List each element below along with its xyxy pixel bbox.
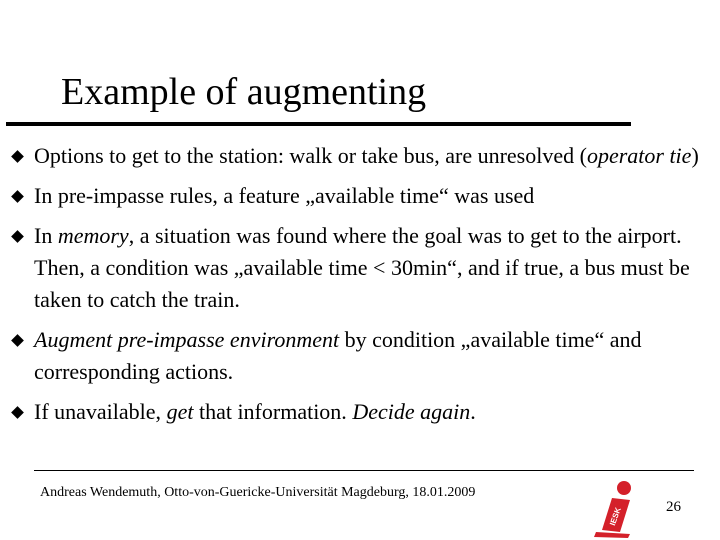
bullet-text-part: In [34, 223, 58, 248]
diamond-bullet-icon [11, 190, 24, 203]
slide-title: Example of augmenting [61, 71, 427, 113]
footer-divider [34, 470, 694, 471]
bullet-text-part: In pre-impasse rules, a feature „available time“ was used [34, 183, 535, 208]
diamond-bullet-icon [11, 230, 24, 243]
iesk-logo-icon [590, 480, 640, 538]
diamond-bullet-icon [11, 150, 24, 163]
bullet-text-part: . [470, 399, 476, 424]
footer-text: Andreas Wendemuth, Otto-von-Guericke-Universität Magdeburg, 18.01.2009 [40, 485, 476, 500]
bullet-item [10, 140, 700, 172]
bullet-text-part-italic: Augment pre-impasse environment [34, 327, 340, 352]
bullet-text-part-italic: memory [57, 223, 129, 248]
bullet-item [10, 220, 700, 316]
bullet-text-part-italic: operator tie [586, 143, 692, 168]
bullet-text-part-italic: get [166, 399, 194, 424]
bullet-text-part-italic: Decide again [352, 399, 471, 424]
bullet-text-part: by condition „available time“ and corresponding actions. [34, 327, 642, 384]
bullet-list [10, 140, 700, 436]
page-number: 26 [666, 499, 681, 515]
bullet-text-part: Options to get to the station: walk or take bus, are unresolved ( [34, 143, 587, 168]
bullet-text-part: ) [691, 143, 699, 168]
bullet-text-part: that information. [193, 399, 353, 424]
bullet-item [10, 180, 700, 212]
title-underline [6, 122, 631, 126]
diamond-bullet-icon [11, 334, 24, 347]
bullet-item [10, 396, 700, 428]
bullet-text-part: , a situation was found where the goal was to get to the airport. Then, a condition was „available time < 30min“, and if true, a bus must be taken to catch the train. [34, 223, 690, 312]
bullet-item [10, 324, 700, 388]
svg-text:IESK: IESK [607, 506, 623, 527]
bullet-text-part: If unavailable, [34, 399, 167, 424]
diamond-bullet-icon [11, 406, 24, 419]
